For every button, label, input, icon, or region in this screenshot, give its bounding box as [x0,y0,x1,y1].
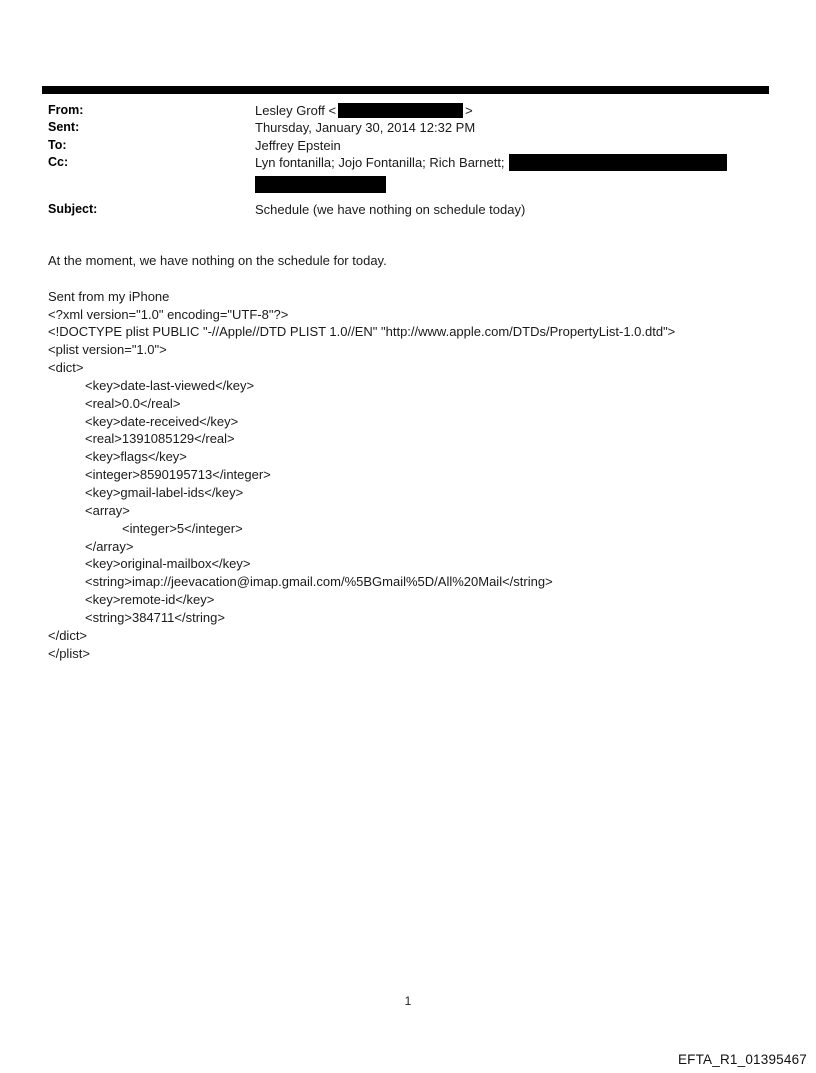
header-row-subject [48,201,770,218]
header-row-cc [48,154,770,171]
cc-recipients-text: Lyn fontanilla; Jojo Fontanilla; Rich Barnett; [255,154,505,170]
from-sender-name: Lesley Groff < [255,103,337,118]
email-header [48,102,770,218]
from-angle-close: > [465,103,473,118]
plist-array-close: </array> [85,538,134,554]
plist-real-0: <real>0.0</real> [85,395,181,411]
plist-integer-5: <integer>5</integer> [122,520,243,536]
sent-value: Thursday, January 30, 2014 12:32 PM [255,120,476,136]
from-value [255,102,770,119]
plist-key-original-mailbox: <key>original-mailbox</key> [85,556,251,572]
subject-label: Subject: [48,202,98,217]
header-row-from [48,102,770,119]
plist-key-date-received: <key>date-received</key> [85,413,239,429]
plist-string-remote-id: <string>384711</string> [85,609,225,625]
redaction-box-cc-line2 [255,176,386,193]
redaction-box-cc-line1 [509,154,727,171]
to-label: To: [48,137,67,152]
plist-string-imap-url: <string>imap://jeevacation@imap.gmail.com/%5BGmail%5D/All%20Mail</string> [85,574,553,590]
plist-array-open: <array> [85,502,130,518]
plist-dict-close: </dict> [48,627,88,643]
plist-dict-open: <dict> [48,360,84,376]
header-row-to [48,137,770,154]
cc-value-line2 [255,176,770,193]
email-body [48,252,788,662]
cc-label: Cc: [48,154,69,169]
body-line-signature: Sent from my iPhone [48,288,170,304]
plist-open-tag: <plist version="1.0"> [48,342,167,358]
sent-label: Sent: [48,120,80,135]
subject-value: Schedule (we have nothing on schedule today) [255,202,526,218]
plist-doctype: <!DOCTYPE plist PUBLIC "-//Apple//DTD PLIST 1.0//EN" "http://www.apple.com/DTDs/PropertyList-1.0.dtd"> [48,324,676,340]
header-row-cc-continued [48,176,770,194]
from-label: From: [48,103,84,117]
body-line-schedule-note: At the moment, we have nothing on the schedule for today. [48,253,387,268]
plist-real-date: <real>1391085129</real> [85,431,235,447]
header-row-sent [48,119,770,136]
plist-key-date-last-viewed: <key>date-last-viewed</key> [85,377,255,393]
top-horizontal-rule [42,86,769,94]
bates-number: EFTA_R1_01395467 [677,1052,807,1067]
plist-key-remote-id: <key>remote-id</key> [85,592,215,608]
page-number: 1 [404,994,412,1008]
cc-value [255,154,770,171]
plist-key-flags: <key>flags</key> [85,449,187,465]
plist-close-tag: </plist> [48,645,90,661]
redaction-box-from-address [338,103,463,118]
plist-integer-flags: <integer>8590195713</integer> [85,467,271,483]
plist-key-gmail-label-ids: <key>gmail-label-ids</key> [85,484,244,500]
to-value: Jeffrey Epstein [255,137,341,153]
plist-xml-declaration: <?xml version="1.0" encoding="UTF-8"?> [48,306,289,322]
body-line-blank [48,270,788,288]
